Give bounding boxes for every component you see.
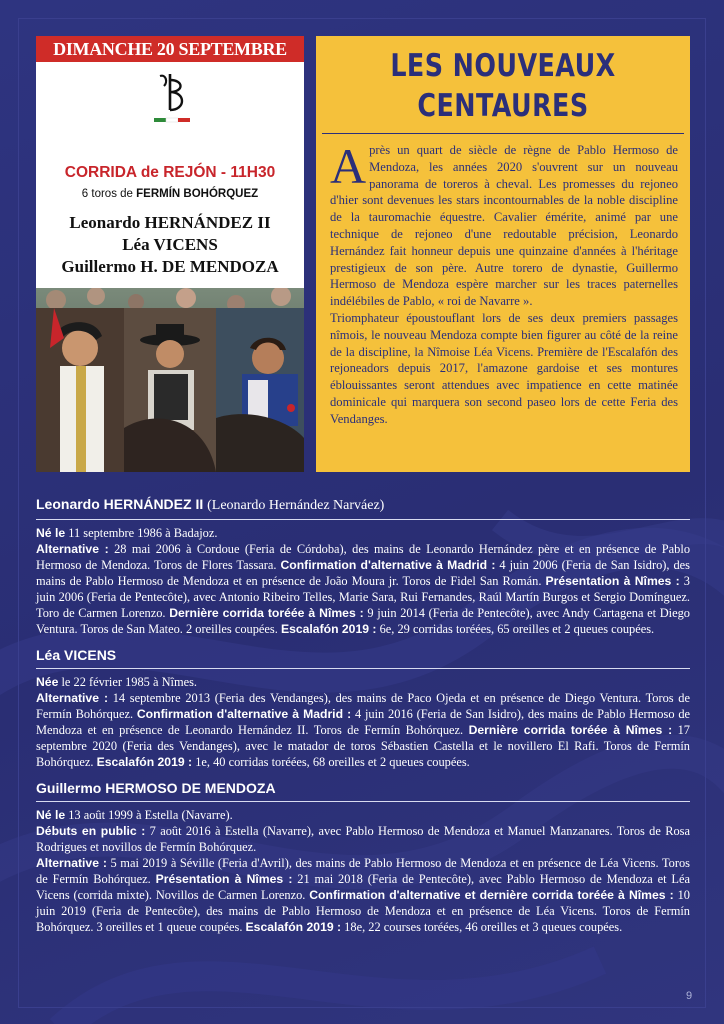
bio-field-value: 5 mai 2019 à Séville (Feria d'Avril), des mains de Pablo Hermoso de Mendoza et en présence de Léa Vicens. Toros de Fermín Bohórquez. — [36, 856, 691, 886]
bio-name: Léa VICENS — [36, 647, 117, 663]
bio-field-value: 18e, 22 courses toréées, 46 oreilles et 3 queues coupées. — [341, 920, 623, 934]
bio-paragraph — [36, 807, 690, 823]
bio-field-label: Alternative : — [36, 691, 109, 705]
bio-field-value: 17 septembre 2020 (Feria des Vendanges), avec le matador de toros Sébastien Castella et le novillero El Rafi. Toros de Fermín Bohórquez. — [36, 723, 690, 769]
bio-field-value: 13 août 1999 à Estella (Navarre). — [65, 808, 233, 822]
rider-3: Guillermo H. DE MENDOZA — [61, 257, 279, 276]
bio-hernandez — [36, 496, 690, 637]
bio-field-value: 1e, 40 corridas toréées, 68 oreilles et 2 queues coupées. — [192, 755, 470, 769]
bio-field-label: Débuts en public : — [36, 824, 146, 838]
bio-field-label: Dernière corrida toréée à Nîmes : — [468, 723, 673, 737]
bio-field-value: le 22 février 1985 à Nîmes. — [58, 675, 198, 689]
bio-body — [36, 674, 690, 770]
feature-paragraph-2: Triomphateur époustouflant lors de ses deux premiers passages nîmois, le nouveau Mendoza compte bien figurer au côté de la reine de la discipline, la Nîmoise Léa Vicens. Première de l'Escalafón des rejoneadors depuis 2017, l'amazone gardoise et ses montures éblouissantes seront attendues avec impatience en cette matinée dominicale qui marquera son second paseo lors de cette Feria des Vendanges. — [330, 310, 678, 426]
ganaderia-brand-icon — [152, 68, 192, 126]
bio-field-value: 14 septembre 2013 (Feria des Vendanges), des mains de Paco Ojeda et en présence de Diego Ventura. Toros de Fermín Bohórquez. — [36, 691, 690, 721]
bio-name: Leonardo HERNÁNDEZ II — [36, 496, 204, 512]
feature-panel — [316, 36, 690, 472]
bio-name: Guillermo HERMOSO DE MENDOZA — [36, 780, 276, 796]
riders-list — [36, 212, 304, 278]
bulls-breeder: FERMÍN BOHÓRQUEZ — [136, 188, 259, 200]
bio-vicens — [36, 647, 690, 770]
page-number: 9 — [686, 990, 693, 1002]
date-banner: DIMANCHE 20 SEPTEMBRE — [36, 36, 304, 62]
bio-field-label: Dernière corrida toréée à Nîmes : — [169, 606, 364, 620]
bio-field-value: 21 mai 2018 (Feria de Pentecôte), avec Pablo Hermoso de Mendoza et Léa Vicens (corrida mixte). Novillos de Carmen Lorenzo. — [36, 872, 690, 902]
bio-paragraph — [36, 855, 690, 935]
bio-body — [36, 807, 690, 935]
bio-field-label: Né le — [36, 526, 66, 540]
feature-title-line1: LES NOUVEAUX — [390, 48, 616, 84]
rider-2: Léa VICENS — [122, 235, 218, 254]
event-title: CORRIDA de REJÓN - 11H30 — [64, 164, 276, 181]
bio-field-label: Confirmation d'alternative à Madrid : — [136, 707, 352, 721]
bio-field-label: Née — [36, 675, 59, 689]
bulls-line — [36, 188, 304, 200]
bio-field-label: Alternative : — [36, 542, 109, 556]
bio-body — [36, 525, 690, 637]
bio-heading — [36, 496, 690, 520]
bio-field-value: 4 juin 2006 (Feria de San Isidro), des mains de Pablo Hermoso de Mendoza et en présence de João Moura jr. Toros de Fidel San Román. — [36, 558, 690, 588]
feature-body — [330, 138, 678, 428]
bio-field-label: Escalafón 2019 : — [280, 622, 377, 636]
bio-field-label: Escalafón 2019 : — [245, 920, 342, 934]
bio-field-value: 4 juin 2016 (Feria de San Isidro), des mains de Pablo Hermoso de Mendoza et en présence de Leonardo Hernández II. Toros de Fermín Bohórquez. — [36, 707, 691, 737]
bio-heading — [36, 647, 690, 669]
rider-1: Leonardo HERNÁNDEZ II — [69, 213, 271, 232]
bio-field-label: Présentation à Nîmes : — [545, 574, 680, 588]
bio-field-value: 9 juin 2014 (Feria de Pentecôte), avec Andy Cartagena et Diego Ventura. Toros de San Mateo. 2 oreilles coupées. — [36, 606, 691, 636]
bio-fullname: (Leonardo Hernández Narváez) — [207, 498, 385, 513]
bio-field-value: 6e, 29 corridas toréées, 65 oreilles et 2 queues coupées. — [376, 622, 655, 636]
bio-paragraph — [36, 525, 690, 541]
bulls-prefix: 6 toros de — [81, 188, 133, 200]
bio-paragraph — [36, 690, 690, 770]
feature-dropcap: A — [330, 138, 367, 194]
bio-field-label: Escalafón 2019 : — [96, 755, 193, 769]
event-card — [36, 36, 304, 472]
bio-field-label: Confirmation d'alternative et dernière corrida toréée à Nîmes : — [309, 888, 674, 902]
bio-field-label: Présentation à Nîmes : — [155, 872, 293, 886]
feature-title — [350, 46, 657, 126]
bio-field-value: 7 août 2016 à Estella (Navarre), avec Pablo Hermoso de Mendoza et Manuel Manzanares. Toros de Rosa Rodrigues et novillos de Fermín Bohórquez. — [36, 824, 690, 854]
bio-paragraph — [36, 823, 690, 855]
bio-mendoza — [36, 780, 690, 935]
bio-paragraph — [36, 541, 690, 637]
feature-title-line2: CENTAURES — [417, 88, 589, 124]
bio-field-label: Né le — [36, 808, 66, 822]
feature-paragraph-1: près un quart de siècle de règne de Pablo Hermoso de Mendoza, les années 2020 s'ouvrent sur un nouveau panorama de toreros à cheval. Les promesses du rejoneo d'hier sont devenues les stars incontournables de la noble discipline de la tauromachie équestre. Cavalier émérite, animé par une technique de rejoneo d'une redoutable précision, Leonardo Hernández fait honneur depuis une quinzaine d'années à l'héritage prestigieux de son père. Autre torero de dynastie, Guillermo Hermoso de Mendoza espère marcher sur les traces paternelles indélébiles de Pablo, « roi de Navarre ». — [330, 143, 678, 309]
rejoneadors-photo-collage — [36, 288, 304, 472]
bio-field-value: 3 juin 2006 (Feria de Pentecôte), avec Antonio Ribeiro Telles, Marie Sara, Rui Fernandes, Raúl Martín Burgos et Sergio Domínguez. Toro de Carmen Lorenzo. — [36, 574, 690, 620]
feature-divider — [322, 133, 684, 134]
bios-section — [36, 496, 690, 945]
bio-field-value: 11 septembre 1986 à Badajoz. — [65, 526, 218, 540]
bio-paragraph — [36, 674, 690, 690]
bio-field-value: 10 juin 2019 (Feria de Pentecôte), des mains de Pablo Hermoso de Mendoza et en présence de Léa Vicens. Toros de Fermín Bohórquez. 3 oreilles et 1 queue coupées. — [36, 888, 690, 934]
bio-field-value: 28 mai 2006 à Cordoue (Feria de Córdoba), des mains de Leonardo Hernández père et en présence de Pablo Hermoso de Mendoza. Toros de Flores Tassara. — [36, 542, 691, 572]
bio-field-label: Confirmation d'alternative à Madrid : — [280, 558, 496, 572]
bio-heading — [36, 780, 690, 802]
bio-field-label: Alternative : — [36, 856, 107, 870]
